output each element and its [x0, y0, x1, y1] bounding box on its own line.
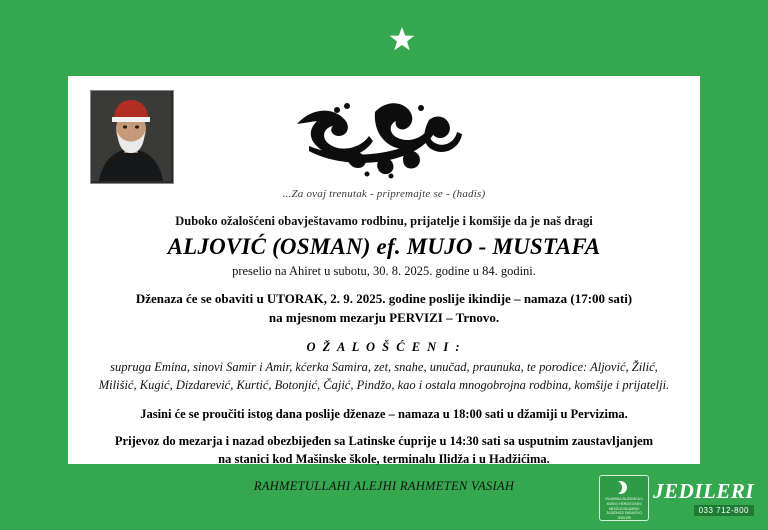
- badge-moon-shape: [609, 481, 622, 494]
- crescent-and-star-icon: [349, 7, 419, 69]
- deceased-portrait: [90, 90, 174, 184]
- transport-line-2: na stanici kod Mašinske škole, terminalu Ilidža i u Hadžićima.: [218, 452, 550, 467]
- jasin-note: Jasini će se proučiti istog dana poslije dženaze – namaza u 18:00 sati u džamiji u Pervizima.: [140, 406, 628, 421]
- mourners-list: supruga Emina, sinovi Samir i Amir, kćerka Samira, zet, snahe, unučad, praunuka, te porodice: Aljović, Žilić, Milišić, Kugić, Dizdarević, Kurtić, Botonjić, Čajić, Pindžo, kao i ostala mnogobrojna rodbina, komšije i prijatelji.: [98, 359, 670, 392]
- funeral-details: [90, 290, 678, 328]
- deceased-name: ALJOVIĆ (OSMAN) ef. MUJO - MUSTAFA: [167, 234, 601, 259]
- death-date-line: preselio na Ahiret u subotu, 30. 8. 2025. godine u 84. godini.: [232, 264, 536, 278]
- funeral-line-1: Dženaza će se obaviti u UTORAK, 2. 9. 2025. godine poslije ikindije – namaza (17:00 sati): [135, 291, 633, 306]
- announcement-intro: Duboko ožalošćeni obavještavamo rodbinu, prijatelje i komšije da je naš dragi: [175, 214, 593, 228]
- badge-caption: ISLAMSKA ZAJEDNICA U BOSNI I HERCEGOVINI MEDŽLIS ISLAMSKE ZAJEDNICE SARAJEVO JEDILERI: [605, 497, 643, 521]
- logo-wordmark: JEDILERI: [653, 478, 754, 503]
- crescent-icon: [599, 475, 649, 521]
- funeral-company-logo: [584, 472, 754, 524]
- arabic-calligraphy: [90, 86, 678, 186]
- logo-phone: 033 712-800: [694, 505, 754, 516]
- transport-line-1: Prijevoz do mezarja i nazad obezbijeđen sa Latinske ćuprije u 14:30 sati sa usputnim zaustavljanjem: [114, 434, 654, 449]
- funeral-line-2: na mjesnom mezarju PERVIZI – Trnovo.: [268, 309, 500, 325]
- logo-text-wrap: [653, 478, 754, 516]
- transport-info: [90, 432, 678, 468]
- header-band: [0, 0, 768, 76]
- obituary-card: [68, 76, 700, 494]
- hadith-quote: ...Za ovaj trenutak - pripremajte se - (hadis): [282, 188, 486, 200]
- mourners-heading: O Ž A L O Š Ć E N I :: [306, 339, 462, 354]
- closing-prayer: RAHMETULLAHI ALEJHI RAHMETEN VASIAH: [253, 479, 515, 494]
